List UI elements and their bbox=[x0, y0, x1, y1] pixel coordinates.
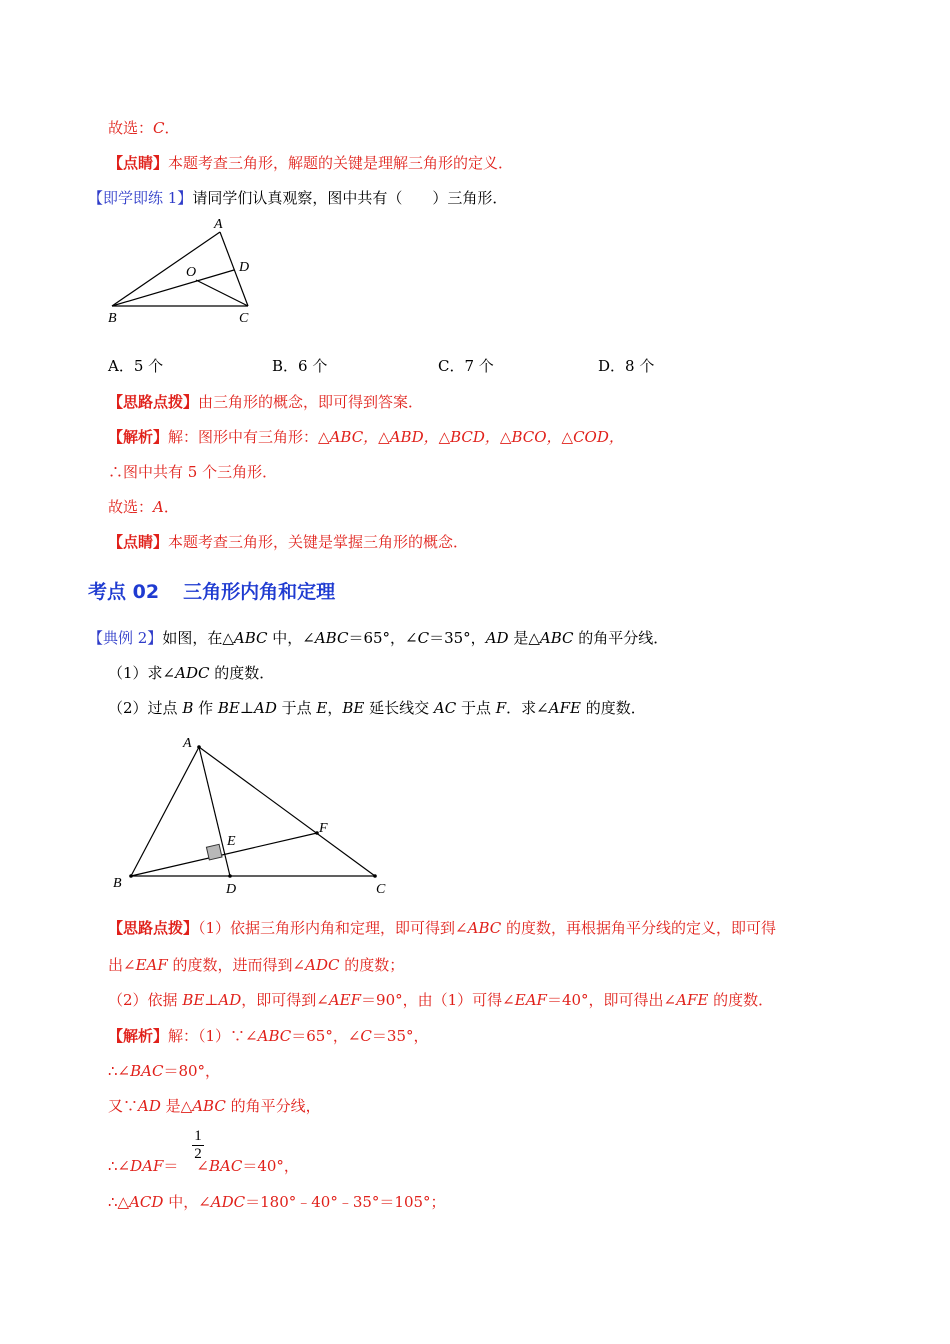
text: ， bbox=[327, 699, 343, 717]
text: 解：（1）∵∠ bbox=[168, 1027, 258, 1045]
text: EAF bbox=[135, 956, 168, 974]
text: 的度数． bbox=[708, 991, 774, 1009]
text: BAC bbox=[209, 1157, 243, 1175]
text: ABC bbox=[467, 919, 502, 937]
text: AC bbox=[433, 699, 457, 717]
text: 的度数． bbox=[580, 699, 646, 717]
comment-tag: 【点睛】 bbox=[108, 533, 169, 551]
comment-text: 本题考查三角形，解题的关键是理解三角形的定义． bbox=[168, 154, 514, 172]
text: AFE bbox=[676, 991, 709, 1009]
section-title: 三角形内角和定理 bbox=[183, 581, 336, 603]
text: ．求∠ bbox=[506, 699, 549, 717]
text: 的角平分线． bbox=[573, 629, 669, 647]
text: （2）依据 bbox=[108, 991, 183, 1009]
text: ＝90°，由（1）可得∠ bbox=[361, 991, 515, 1009]
text: 的度数，进而得到∠ bbox=[167, 956, 306, 974]
text: ABC bbox=[257, 1027, 292, 1045]
text: AD bbox=[253, 699, 277, 717]
label-a: A bbox=[214, 217, 223, 232]
text: 又∵ bbox=[108, 1097, 139, 1115]
hint-tag: 【思路点拨】 bbox=[108, 393, 199, 411]
fraction-denominator: 2 bbox=[194, 1146, 202, 1162]
exercise-1-figure bbox=[100, 214, 270, 329]
solution-text: 解：图形中有三角形： bbox=[168, 428, 319, 446]
section-number: 考点 02 bbox=[88, 581, 160, 603]
example-2-sub1 bbox=[108, 663, 274, 683]
text: 的角平分线， bbox=[225, 1097, 321, 1115]
text: ⊥ bbox=[204, 991, 219, 1009]
answer-value: A bbox=[153, 498, 164, 516]
text: 延长线交 bbox=[364, 699, 434, 717]
text: ∠ bbox=[196, 1157, 209, 1175]
exercise-1-answer bbox=[108, 497, 179, 517]
text: 中，∠ bbox=[267, 629, 315, 647]
option-a: A．5 个 bbox=[108, 357, 164, 375]
text: 于点 bbox=[276, 699, 317, 717]
answer-prefix: 故选： bbox=[108, 498, 154, 516]
text: DAF bbox=[130, 1157, 164, 1175]
solution-tag: 【解析】 bbox=[108, 428, 169, 446]
answer-value: C bbox=[153, 119, 165, 137]
text: C bbox=[417, 629, 430, 647]
text: ＝40°， bbox=[242, 1157, 299, 1175]
label-d: D bbox=[226, 882, 237, 897]
example-2-question bbox=[88, 628, 668, 648]
label-c: C bbox=[376, 882, 386, 897]
text: ＝180°﹣40°﹣35°＝105°； bbox=[245, 1193, 446, 1211]
text: E bbox=[316, 699, 328, 717]
text: ＝40°，即可得出∠ bbox=[546, 991, 677, 1009]
text: ACD bbox=[129, 1193, 164, 1211]
exercise-1-comment bbox=[108, 532, 468, 552]
text: 的度数； bbox=[339, 956, 405, 974]
example-2-hint-line-2 bbox=[108, 955, 404, 975]
text: AD bbox=[138, 1097, 161, 1115]
text: B bbox=[182, 699, 194, 717]
text: 是△ bbox=[160, 1097, 193, 1115]
exercise-1-question bbox=[88, 188, 507, 208]
segment-bd bbox=[112, 270, 234, 306]
example-2-hint-line-1 bbox=[108, 918, 776, 938]
exercise-tag: 【即学即练 1】 bbox=[88, 189, 193, 207]
comment-tag: 【点睛】 bbox=[108, 154, 169, 172]
hint-text: 由三角形的概念，即可得到答案． bbox=[198, 393, 424, 411]
answer-prefix: 故选： bbox=[108, 119, 154, 137]
comment-text: 本题考查三角形，关键是掌握三角形的概念． bbox=[168, 533, 469, 551]
label-c: C bbox=[239, 311, 249, 326]
example-2-solution-line-1 bbox=[108, 1026, 429, 1046]
text: BE bbox=[217, 699, 240, 717]
text: （2）过点 bbox=[108, 699, 183, 717]
text: ∴∠ bbox=[108, 1157, 131, 1175]
example-2-solution-line-5 bbox=[108, 1192, 446, 1212]
text: ABC bbox=[192, 1097, 226, 1115]
exercise-1-solution bbox=[108, 427, 624, 447]
text: AFE bbox=[548, 699, 581, 717]
example-2-sub2 bbox=[108, 698, 646, 718]
answer-suffix: ． bbox=[163, 498, 179, 516]
text: EAF bbox=[514, 991, 547, 1009]
exercise-1-conclusion: ∴图中共有 5 个三角形． bbox=[108, 463, 278, 481]
segment-bf bbox=[131, 833, 317, 876]
text: ＝65°，∠ bbox=[291, 1027, 361, 1045]
label-o: O bbox=[186, 265, 197, 280]
label-e: E bbox=[227, 834, 236, 849]
example-tag: 【典例 2】 bbox=[88, 629, 163, 647]
text: 如图，在△ bbox=[162, 629, 234, 647]
point-b bbox=[129, 874, 133, 878]
text: ＝35°， bbox=[429, 629, 486, 647]
text: ⊥ bbox=[239, 699, 254, 717]
example-2-solution-line-3 bbox=[108, 1096, 321, 1116]
fraction-numerator: 1 bbox=[194, 1128, 202, 1144]
answer-line-1 bbox=[108, 118, 180, 138]
text: AD bbox=[218, 991, 242, 1009]
edge-ab bbox=[112, 232, 220, 306]
text: C bbox=[360, 1027, 372, 1045]
comment-line-1 bbox=[108, 153, 513, 173]
text: ABC bbox=[314, 629, 349, 647]
text: ＝65°，∠ bbox=[348, 629, 418, 647]
text: BAC bbox=[130, 1062, 164, 1080]
example-2-figure bbox=[105, 730, 405, 900]
text: ，即可得到∠ bbox=[241, 991, 329, 1009]
text: 是△ bbox=[508, 629, 540, 647]
example-2-hint-line-3 bbox=[108, 990, 773, 1010]
text: 作 bbox=[193, 699, 218, 717]
fraction-one-half bbox=[190, 1128, 206, 1163]
text: ABC bbox=[539, 629, 574, 647]
edge-ab bbox=[131, 747, 199, 876]
label-b: B bbox=[108, 311, 117, 326]
label-f: F bbox=[319, 821, 328, 836]
text: （1）依据三角形内角和定理，即可得到∠ bbox=[198, 919, 468, 937]
solution-tag: 【解析】 bbox=[108, 1027, 169, 1045]
exercise-1-hint bbox=[108, 392, 423, 412]
text: ＝35°， bbox=[371, 1027, 429, 1045]
option-b: B．6 个 bbox=[272, 357, 328, 375]
text: BE bbox=[342, 699, 365, 717]
exercise-question-text: 请同学们认真观察，图中共有（ ）三角形． bbox=[192, 189, 508, 207]
option-d: D．8 个 bbox=[598, 357, 655, 375]
text: 的度数． bbox=[209, 664, 275, 682]
option-c: C．7 个 bbox=[438, 357, 494, 375]
text: 中，∠ bbox=[163, 1193, 211, 1211]
text: ∴△ bbox=[108, 1193, 130, 1211]
text: ADC bbox=[210, 1193, 246, 1211]
solution-triangles: △ABC，△ABD，△BCD，△BCO，△COD， bbox=[318, 428, 624, 446]
text: F bbox=[495, 699, 507, 717]
label-b: B bbox=[113, 876, 122, 891]
hint-tag: 【思路点拨】 bbox=[108, 919, 199, 937]
text: 的度数，再根据角平分线的定义，即可得 bbox=[501, 919, 777, 937]
answer-suffix: ． bbox=[164, 119, 180, 137]
point-a bbox=[197, 745, 201, 749]
text: 于点 bbox=[456, 699, 496, 717]
example-2-solution-line-2 bbox=[108, 1061, 220, 1081]
text: ＝ bbox=[163, 1157, 179, 1175]
label-d: D bbox=[239, 260, 250, 275]
text: AD bbox=[485, 629, 509, 647]
point-c bbox=[373, 874, 377, 878]
text: ADC bbox=[305, 956, 340, 974]
label-a: A bbox=[183, 736, 192, 751]
text: BE bbox=[182, 991, 205, 1009]
text: AEF bbox=[328, 991, 362, 1009]
text: ABC bbox=[233, 629, 268, 647]
text: ADC bbox=[175, 664, 210, 682]
section-heading bbox=[88, 577, 335, 604]
text: ＝80°， bbox=[163, 1062, 221, 1080]
text: （1）求∠ bbox=[108, 664, 176, 682]
text: 出∠ bbox=[108, 956, 136, 974]
right-angle-marker bbox=[206, 844, 222, 860]
point-d bbox=[228, 874, 232, 878]
text: ∴∠ bbox=[108, 1062, 131, 1080]
